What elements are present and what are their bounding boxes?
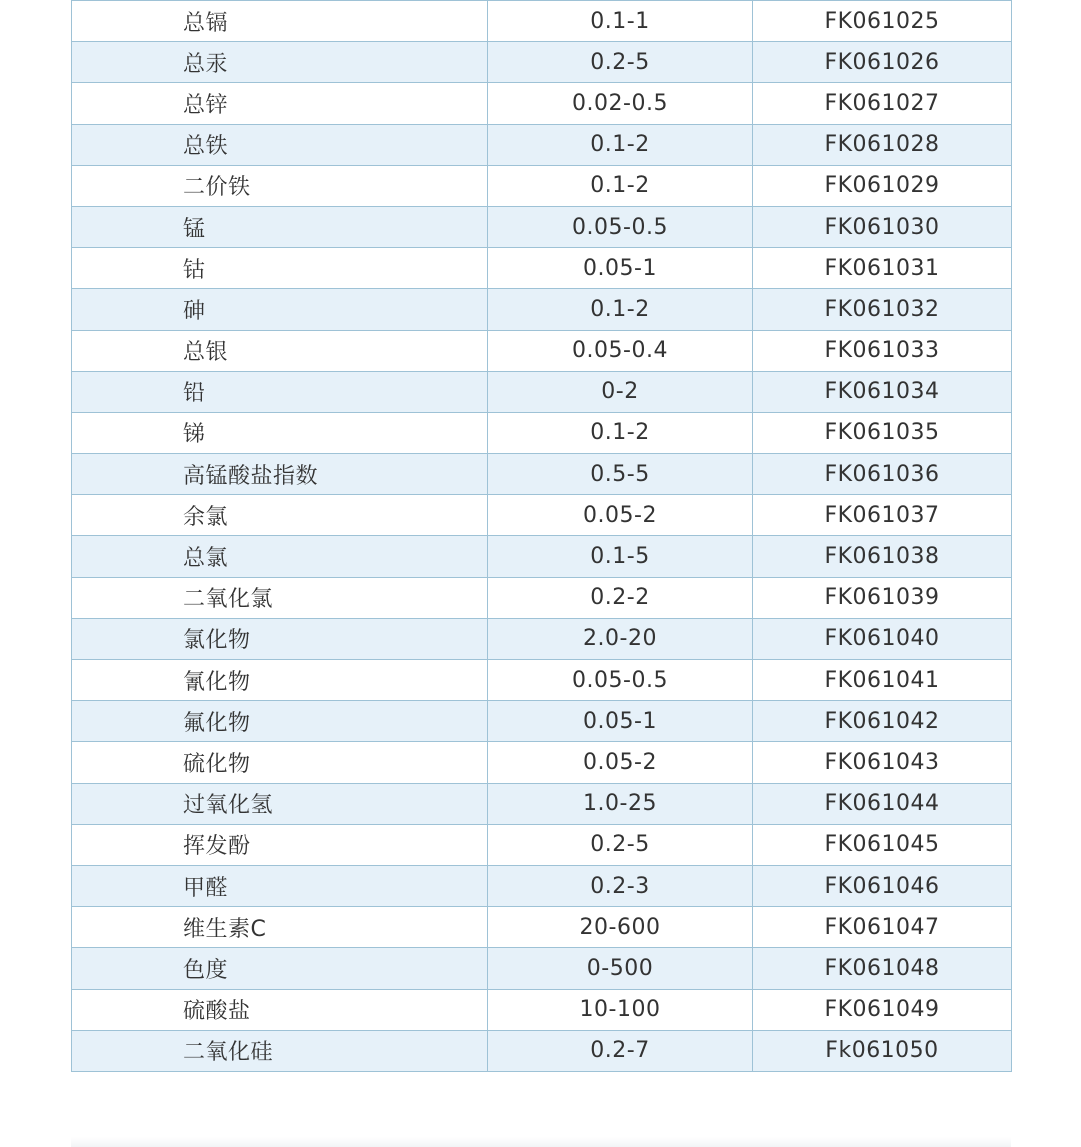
product-code-cell: FK061029 <box>753 165 1012 206</box>
product-code-cell: FK061038 <box>753 536 1012 577</box>
item-name-cell: 余氯 <box>72 495 488 536</box>
table-row <box>72 701 1012 742</box>
item-name-cell: 总镉 <box>72 1 488 42</box>
range-cell: 20-600 <box>488 907 753 948</box>
table-row <box>72 948 1012 989</box>
table-row <box>72 330 1012 371</box>
item-name-cell: 高锰酸盐指数 <box>72 454 488 495</box>
product-code-cell: FK061043 <box>753 742 1012 783</box>
bottom-divider-band <box>71 1137 1011 1147</box>
table-row <box>72 289 1012 330</box>
range-cell: 0.1-2 <box>488 289 753 330</box>
range-cell: 0.2-5 <box>488 42 753 83</box>
table-row <box>72 742 1012 783</box>
table-row <box>72 660 1012 701</box>
item-name-cell: 二氧化硅 <box>72 1030 488 1071</box>
product-code-cell: FK061033 <box>753 330 1012 371</box>
range-cell: 0.5-5 <box>488 454 753 495</box>
item-name-cell: 钴 <box>72 248 488 289</box>
item-name-cell: 总锌 <box>72 83 488 124</box>
range-cell: 0-2 <box>488 371 753 412</box>
product-code-cell: FK061042 <box>753 701 1012 742</box>
table-row <box>72 248 1012 289</box>
range-cell: 0.1-5 <box>488 536 753 577</box>
product-code-cell: Fk061050 <box>753 1030 1012 1071</box>
item-name-cell: 锑 <box>72 412 488 453</box>
range-cell: 0.05-1 <box>488 701 753 742</box>
range-cell: 0.1-1 <box>488 1 753 42</box>
product-code-cell: FK061041 <box>753 660 1012 701</box>
product-code-cell: FK061026 <box>753 42 1012 83</box>
range-cell: 10-100 <box>488 989 753 1030</box>
product-code-cell: FK061037 <box>753 495 1012 536</box>
item-name-cell: 二价铁 <box>72 165 488 206</box>
product-code-cell: FK061035 <box>753 412 1012 453</box>
table-row <box>72 454 1012 495</box>
reagent-table-container <box>71 0 1011 1072</box>
product-code-cell: FK061047 <box>753 907 1012 948</box>
product-code-cell: FK061030 <box>753 206 1012 247</box>
range-cell: 0.2-5 <box>488 824 753 865</box>
item-name-cell: 硫化物 <box>72 742 488 783</box>
item-name-cell: 甲醛 <box>72 865 488 906</box>
table-row <box>72 165 1012 206</box>
product-code-cell: FK061044 <box>753 783 1012 824</box>
range-cell: 0.2-7 <box>488 1030 753 1071</box>
product-code-cell: FK061049 <box>753 989 1012 1030</box>
product-code-cell: FK061046 <box>753 865 1012 906</box>
item-name-cell: 氯化物 <box>72 618 488 659</box>
range-cell: 0.05-0.5 <box>488 660 753 701</box>
item-name-cell: 氟化物 <box>72 701 488 742</box>
table-row <box>72 495 1012 536</box>
item-name-cell: 铅 <box>72 371 488 412</box>
range-cell: 0.1-2 <box>488 412 753 453</box>
product-code-cell: FK061039 <box>753 577 1012 618</box>
range-cell: 0.05-1 <box>488 248 753 289</box>
range-cell: 0.05-2 <box>488 742 753 783</box>
reagent-table <box>71 0 1012 1072</box>
range-cell: 0.2-2 <box>488 577 753 618</box>
product-code-cell: FK061034 <box>753 371 1012 412</box>
table-row <box>72 371 1012 412</box>
table-row <box>72 206 1012 247</box>
table-row <box>72 618 1012 659</box>
product-code-cell: FK061025 <box>753 1 1012 42</box>
range-cell: 0.1-2 <box>488 165 753 206</box>
table-row <box>72 577 1012 618</box>
table-row <box>72 412 1012 453</box>
range-cell: 0.1-2 <box>488 124 753 165</box>
range-cell: 0.02-0.5 <box>488 83 753 124</box>
product-code-cell: FK061036 <box>753 454 1012 495</box>
product-code-cell: FK061031 <box>753 248 1012 289</box>
item-name-cell: 总氯 <box>72 536 488 577</box>
table-row <box>72 83 1012 124</box>
item-name-cell: 过氧化氢 <box>72 783 488 824</box>
item-name-cell: 维生素C <box>72 907 488 948</box>
item-name-cell: 挥发酚 <box>72 824 488 865</box>
table-row <box>72 824 1012 865</box>
item-name-cell: 总汞 <box>72 42 488 83</box>
product-code-cell: FK061045 <box>753 824 1012 865</box>
range-cell: 0.2-3 <box>488 865 753 906</box>
product-code-cell: FK061040 <box>753 618 1012 659</box>
item-name-cell: 总铁 <box>72 124 488 165</box>
product-code-cell: FK061027 <box>753 83 1012 124</box>
table-row <box>72 42 1012 83</box>
table-row <box>72 124 1012 165</box>
product-code-cell: FK061048 <box>753 948 1012 989</box>
range-cell: 2.0-20 <box>488 618 753 659</box>
item-name-cell: 硫酸盐 <box>72 989 488 1030</box>
range-cell: 0.05-0.5 <box>488 206 753 247</box>
table-row <box>72 907 1012 948</box>
item-name-cell: 氰化物 <box>72 660 488 701</box>
item-name-cell: 锰 <box>72 206 488 247</box>
table-row <box>72 783 1012 824</box>
item-name-cell: 色度 <box>72 948 488 989</box>
table-row <box>72 1 1012 42</box>
table-row <box>72 865 1012 906</box>
range-cell: 0.05-2 <box>488 495 753 536</box>
table-row <box>72 536 1012 577</box>
item-name-cell: 总银 <box>72 330 488 371</box>
table-row <box>72 1030 1012 1071</box>
table-row <box>72 989 1012 1030</box>
product-code-cell: FK061032 <box>753 289 1012 330</box>
reagent-table-body <box>72 1 1012 1072</box>
range-cell: 0-500 <box>488 948 753 989</box>
item-name-cell: 砷 <box>72 289 488 330</box>
item-name-cell: 二氧化氯 <box>72 577 488 618</box>
range-cell: 1.0-25 <box>488 783 753 824</box>
product-code-cell: FK061028 <box>753 124 1012 165</box>
range-cell: 0.05-0.4 <box>488 330 753 371</box>
